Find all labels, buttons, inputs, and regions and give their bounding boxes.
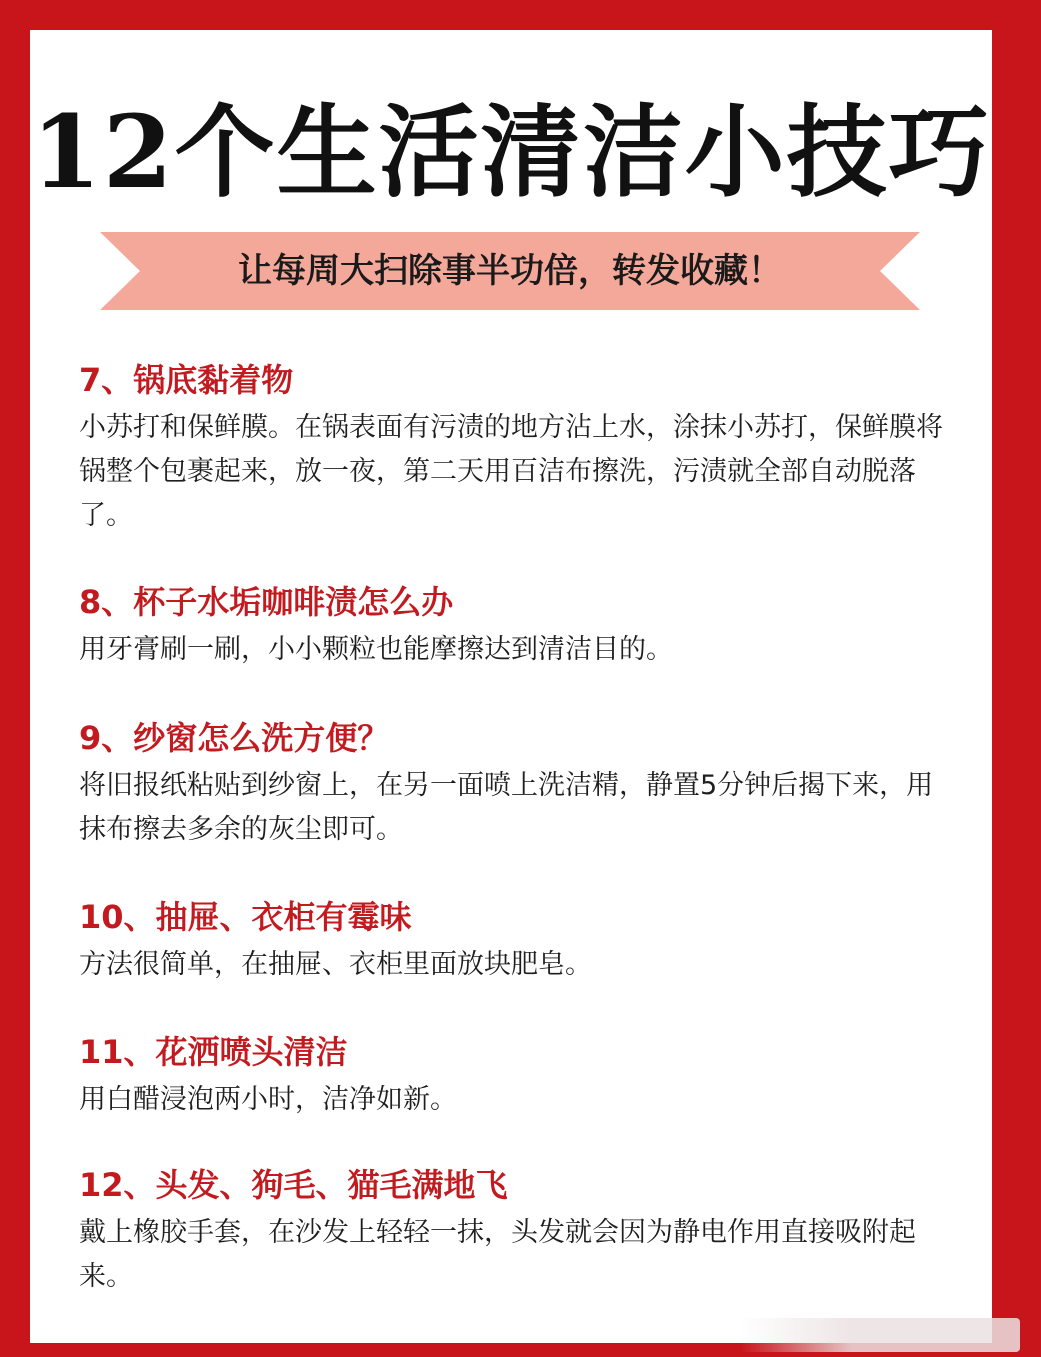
tip-heading: 7、锅底黏着物 [79, 361, 294, 399]
page-title: 12个生活清洁小技巧 [31, 93, 991, 211]
tip-heading: 12、头发、狗毛、猫毛满地飞 [79, 1166, 508, 1204]
tip-body: 将旧报纸粘贴到纱窗上，在另一面喷上洗洁精，静置5分钟后揭下来，用抹布擦去多余的灰尘即可。 [79, 770, 934, 845]
tip-body: 戴上橡胶手套，在沙发上轻轻一抹，头发就会因为静电作用直接吸附起来。 [79, 1217, 916, 1292]
tip-section-10 [79, 895, 959, 987]
tip-section-7 [79, 358, 959, 538]
tip-body: 小苏打和保鲜膜。在锅表面有污渍的地方沾上水，涂抹小苏打，保鲜膜将锅整个包裹起来，放一夜，第二天用百洁布擦洗，污渍就全部自动脱落了。 [79, 412, 943, 531]
tip-heading: 10、抽屉、衣柜有霉味 [79, 898, 412, 936]
tip-section-8 [79, 580, 959, 672]
tip-body: 方法很简单，在抽屉、衣柜里面放块肥皂。 [79, 949, 592, 980]
tip-heading: 11、花洒喷头清洁 [79, 1033, 348, 1071]
tip-section-12 [79, 1163, 959, 1299]
tip-heading: 9、纱窗怎么洗方便？ [79, 719, 390, 757]
tip-section-11 [79, 1030, 959, 1122]
tip-section-9 [79, 716, 959, 852]
subtitle-ribbon [100, 232, 920, 310]
subtitle-text: 让每周大扫除事半功倍，转发收藏！ [238, 251, 782, 291]
content-card [30, 30, 992, 1343]
watermark-overlay [740, 1318, 1020, 1352]
tip-heading: 8、杯子水垢咖啡渍怎么办 [79, 583, 454, 621]
tip-body: 用牙膏刷一刷，小小颗粒也能摩擦达到清洁目的。 [79, 634, 673, 665]
tip-body: 用白醋浸泡两小时，洁净如新。 [79, 1084, 457, 1115]
